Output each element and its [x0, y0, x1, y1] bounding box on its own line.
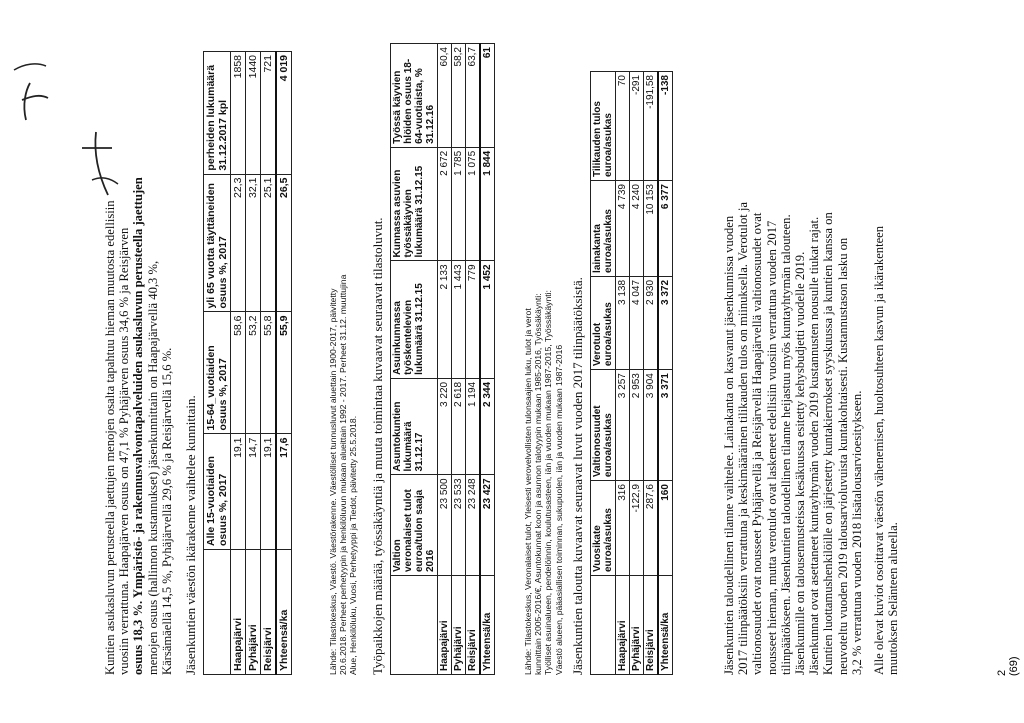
- table-cell: 60,4: [438, 44, 452, 148]
- finance-line: nousseet hieman, mutta verotulot ovat laskeneet edellisiin vuosiin verrattuna vuoden 2017: [764, 220, 779, 675]
- table-cell: 14,7: [246, 434, 261, 550]
- table-cell: -138: [658, 72, 673, 181]
- finance-paragraph: [722, 35, 864, 675]
- table-cell: 316: [616, 481, 630, 576]
- intro-line: osuus 18,3 %. Ympäristö- ja rakennusvalvontapalveluiden asukasluvun perusteella jaettujen: [131, 177, 146, 675]
- table-cell: 779: [466, 261, 481, 378]
- table-cell: 55,9: [276, 312, 292, 434]
- table-header: Vuosikate euroa/asukas: [591, 481, 616, 576]
- table-cell: 53,2: [246, 312, 261, 434]
- table-header: Tilikauden tulos euroa/asukas: [591, 72, 616, 181]
- table-cell: 23 427: [480, 475, 495, 576]
- table-cell: Reisjärvi: [261, 550, 277, 675]
- table-cell: Pyhäjärvi: [630, 576, 644, 675]
- work-heading: Työpaikkojen määrää, työssäkäyntiä ja muuta toimintaa kuvaavat seuraavat tilastoluvut.: [370, 217, 385, 675]
- page-number: 2 (69): [996, 656, 1020, 676]
- finance-line: Jäsenkunnille on talousennusteissa kesäkuussa esitetty kehysbudjetti vuodelle 2019.: [793, 251, 808, 675]
- table-cell: 1858: [231, 52, 246, 175]
- table-cell: 23 500: [438, 475, 452, 576]
- table-cell: 4 739: [616, 181, 630, 277]
- table-cell: 32,1: [246, 174, 261, 312]
- table-header: [391, 576, 438, 675]
- age-heading: Jäsenkuntien väestön ikärakenne vaihtelee kunnittain.: [183, 395, 198, 675]
- table-cell: 6 377: [658, 181, 673, 277]
- table-cell: 721: [261, 52, 277, 175]
- table-header-row: [391, 44, 438, 675]
- table-cell: 19,1: [231, 434, 246, 550]
- table-cell: Haapajärvi: [616, 576, 630, 675]
- table-row: [630, 72, 644, 675]
- table-cell: 23 248: [466, 475, 481, 576]
- note-line: Lähde: Tilastokeskus, Väestö. Väestörakenne. Väestölliset tunnusluvut aluettain 1900-2017, päivitetty: [328, 288, 338, 675]
- table-header: Työssä käyvien hlöiden osuus 18-64-vuotiaista, % 31.12.16: [391, 44, 438, 148]
- finance-heading: Jäsenkuntien taloutta kuvaavat seuraavat luvut vuoden 2017 tilinpäätöksistä.: [570, 277, 585, 675]
- table-cell: -191,58: [644, 72, 659, 181]
- table-cell: 160: [658, 481, 673, 576]
- table-header: [591, 576, 616, 675]
- table-header-row: [204, 52, 231, 675]
- table-row: [438, 44, 452, 675]
- table-header: yli 65 vuotta täyttäneiden osuus %, 2017: [204, 174, 231, 312]
- handwritten-initials-icon: [0, 0, 140, 723]
- table-row: [616, 72, 630, 675]
- table-cell: 4 047: [630, 276, 644, 369]
- table-cell: 2 618: [452, 378, 466, 475]
- table-cell: 17,6: [276, 434, 292, 550]
- closing-line: Alle olevat kuviot osoittavat väestön vähenemisen, huoltosuhteen kasvun ja ikärakenteen: [872, 225, 886, 675]
- note-line: kunnittain 2005-2016/€, Asuntokunnat koon ja asunnon talotyypin mukaan 1985-2016, Työssäkäynti:: [533, 293, 544, 675]
- table-total-row: [276, 52, 292, 675]
- table-cell: 19,1: [261, 434, 277, 550]
- table-cell: 26,5: [276, 174, 292, 312]
- table-cell: 2 672: [438, 147, 452, 261]
- finance-line: 3,2 % verrattuna vuoden 2018 lisätalousarvioesitykseen.: [849, 390, 864, 675]
- table-row: [246, 52, 261, 675]
- table-header: Verotulot euroa/asukas: [591, 276, 616, 369]
- table-header: lainakanta euroa/asukas: [591, 181, 616, 277]
- table-cell: 55,8: [261, 312, 277, 434]
- table-cell: 4 240: [630, 181, 644, 277]
- age-table: [203, 51, 292, 675]
- table-cell: 1 075: [466, 147, 481, 261]
- finance-line: neuvoteltu vuoden 2019 talousarvioluvuista kuntakohtaisesti. Kustannustason lasku on: [835, 237, 850, 675]
- age-source-note: [328, 51, 359, 675]
- table-header: Alle 15-vuotiaiden osuus %, 2017: [204, 434, 231, 550]
- table-header: Asuinkunnassa työskentelevien lukumäärä 31.12.15: [391, 261, 438, 378]
- closing-line: muutoksen Selänteen alueella.: [886, 522, 901, 675]
- table-cell: 23 533: [452, 475, 466, 576]
- intro-line: Kuntien asukasluvun perusteella jaettujen menojen osalta tapahtuu hieman muutosta edellisiin: [103, 200, 117, 675]
- intro-line-text: vuosiin verrattuna. Haapajärven osuus on 47,1 % Pyhäjärven osuus 34,6 % ja Reisjärven: [117, 227, 132, 675]
- finance-table: [590, 71, 673, 675]
- table-cell: Yhteensä/ka: [658, 576, 673, 675]
- table-cell: 70: [616, 72, 630, 181]
- note-line: Työlliset asuinalueen, pendelöinnin, koulutusasteen, iän ja vuoden mukaan 1987-2015, Työssäkäynti:: [543, 290, 554, 675]
- table-cell: 10 153: [644, 181, 659, 277]
- table-cell: Haapajärvi: [438, 576, 452, 675]
- table-cell: 1 452: [480, 261, 495, 378]
- table-header: [204, 550, 231, 675]
- table-header-row: [591, 72, 616, 675]
- table-cell: -291: [630, 72, 644, 181]
- note-line: Alue, Henkilöluku, Vuosi, Perhetyyppi ja Tiedot, päivitetty 25.5.2018.: [348, 415, 359, 675]
- closing-paragraph: [872, 35, 900, 675]
- table-cell: Pyhäjärvi: [246, 550, 261, 675]
- table-header: Valtionosuudet euroa/asukas: [591, 370, 616, 481]
- table-cell: 2 930: [644, 276, 659, 369]
- finance-line: Jäsenkuntien taloudellinen tilanne vaihtelee. Lainakanta on kasvanut jäsenkunnissa vuoden: [722, 215, 736, 675]
- table-row: [466, 44, 481, 675]
- table-cell: 1 844: [480, 147, 495, 261]
- table-cell: Yhteensä/ka: [480, 576, 495, 675]
- table-header: 15-64_vuotiaiden osuus %, 2017: [204, 312, 231, 434]
- table-cell: Reisjärvi: [644, 576, 659, 675]
- table-row: [261, 52, 277, 675]
- table-row: [231, 52, 246, 675]
- finance-line: valtionosuudet ovat nousseet Pyhäjärvellä ja Reisjärvellä Haapajärvellä valtionosuudet ovat: [750, 212, 765, 675]
- note-line: Lähde: Tilastokeskus, Veronalaiset tulot, Yleisesti verovelvollisten tulonsaajien luku, tulot ja verot: [523, 308, 533, 675]
- note-line: Väestö alueen, pääasiallisen toiminnan, sukupuolen, iän ja vuoden mukaan 1987-2016: [553, 344, 564, 675]
- table-cell: 3 372: [658, 276, 673, 369]
- table-cell: 2 953: [630, 370, 644, 481]
- intro-line: Kärsämäellä 14,5 %, Pyhäjärvellä 29,6 % ja Reisjärvellä 15,6 %.: [159, 347, 174, 675]
- table-row: [452, 44, 466, 675]
- table-cell: 4 019: [276, 52, 292, 175]
- table-cell: Yhteensä/ka: [276, 550, 292, 675]
- table-row: [644, 72, 659, 675]
- table-cell: 2 133: [438, 261, 452, 378]
- work-source-note: [523, 43, 564, 675]
- table-cell: 3 257: [616, 370, 630, 481]
- table-cell: -122,9: [630, 481, 644, 576]
- table-cell: 3 220: [438, 378, 452, 475]
- table-cell: 3 904: [644, 370, 659, 481]
- table-cell: 1440: [246, 52, 261, 175]
- table-cell: 1 785: [452, 147, 466, 261]
- note-line: 20.6.2018. Perheet perhetyypin ja henkilöluvun mukaan alueittain 1992 - 2017. Perheet 31.12. muuttujina: [338, 274, 349, 675]
- table-cell: 3 138: [616, 276, 630, 369]
- table-cell: 2 344: [480, 378, 495, 475]
- finance-line: Jäsenkunnat ovat asettaneet kuntayhtymän vuoden 2019 kustannusten nousulle tiukat rajat.: [807, 216, 822, 675]
- table-total-row: [480, 44, 495, 675]
- finance-line: Kuntien luottamushenkilöille on järjestetty kuntakierrokset syyskuussa ja kuntien kanssa on: [821, 212, 836, 675]
- table-total-row: [658, 72, 673, 675]
- table-cell: 3 371: [658, 370, 673, 481]
- table-cell: 58,6: [231, 312, 246, 434]
- table-header: Valtion veronalaiset tulot euroa/tulon saaja 2016: [391, 475, 438, 576]
- table-header: perheiden lukumäärä 31.12.2017 kpl: [204, 52, 231, 175]
- table-cell: 287,6: [644, 481, 659, 576]
- table-cell: 61: [480, 44, 495, 148]
- work-table: [390, 43, 495, 675]
- finance-line: 2017 tilinpäätöksiin verrattuna ja keskimääräinen tilikauden tulos on miinuksella. Verotulot ja: [736, 202, 751, 675]
- table-cell: Pyhäjärvi: [452, 576, 466, 675]
- table-cell: 25,1: [261, 174, 277, 312]
- finance-line: tilinpäätökseen. Jäsenkuntien taloudellinen tilanne heijastuu myös kuntayhtymän talouteen.: [778, 214, 793, 675]
- intro-line: menojen osuus (hallinnon kustannukset) jäsenkunnittain on Haapajärvellä 40,3 %,: [145, 260, 160, 675]
- table-cell: 1 194: [466, 378, 481, 475]
- table-cell: 63,7: [466, 44, 481, 148]
- table-cell: Reisjärvi: [466, 576, 481, 675]
- table-header: Kunnassa asuvien työssäkäyvien lukumäärä 31.12.15: [391, 147, 438, 261]
- table-cell: Haapajärvi: [231, 550, 246, 675]
- table-cell: 58,2: [452, 44, 466, 148]
- table-cell: 1 443: [452, 261, 466, 378]
- table-cell: 22,3: [231, 174, 246, 312]
- table-header: Asuntokuntien lukumäärä 31.12.17: [391, 378, 438, 475]
